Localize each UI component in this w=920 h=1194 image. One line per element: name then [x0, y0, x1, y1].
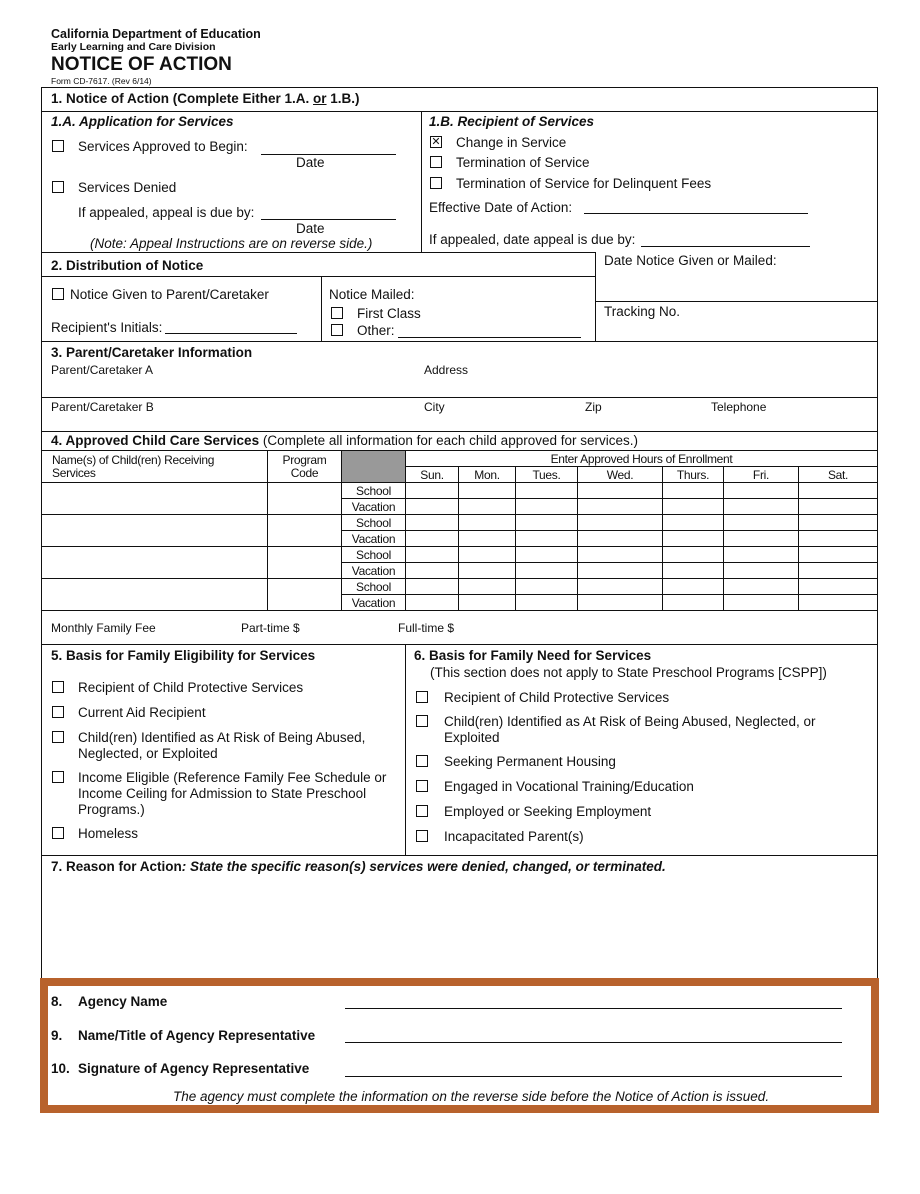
table-row: [42, 515, 878, 531]
s6-housing-checkbox[interactable]: [416, 755, 428, 767]
s5-homeless-checkbox[interactable]: [52, 827, 64, 839]
hours-cell[interactable]: [406, 547, 459, 563]
telephone-label: Telephone: [711, 400, 767, 414]
signature-label: Signature of Agency Representative: [78, 1061, 310, 1076]
hours-cell[interactable]: [663, 563, 724, 579]
s5-aid-checkbox[interactable]: [52, 706, 64, 718]
program-code-cell[interactable]: [268, 483, 342, 515]
tracking-label: Tracking No.: [604, 304, 681, 319]
s6-item: Child(ren) Identified as At Risk of Being Abused, Neglected, or: [444, 714, 816, 729]
row-type-label: Vacation: [342, 531, 406, 547]
hours-cell[interactable]: [459, 531, 516, 547]
hours-cell[interactable]: [406, 579, 459, 595]
appeal-note: (Note: Appeal Instructions are on reverse side.): [90, 236, 373, 251]
other-label: Other:: [357, 323, 395, 338]
hours-cell[interactable]: [724, 547, 799, 563]
col-header-code: Program Code: [268, 451, 342, 483]
s5-item: Recipient of Child Protective Services: [78, 680, 304, 695]
hours-cell[interactable]: [799, 531, 878, 547]
s5-item: Income Ceiling for Admission to State Preschool: [78, 786, 367, 801]
agency-name-label: Agency Name: [78, 994, 168, 1009]
day-header: Thurs.: [663, 467, 724, 483]
first-class-label: First Class: [357, 306, 421, 321]
hours-cell[interactable]: [516, 547, 578, 563]
day-header: Fri.: [724, 467, 799, 483]
section-6-subtitle: (This section does not apply to State Preschool Programs [CSPP]): [430, 665, 827, 680]
row-type-label: Vacation: [342, 595, 406, 611]
table-row: [42, 579, 878, 595]
agency-footer-note: The agency must complete the information on the reverse side before the Notice of Action is issued.: [173, 1089, 770, 1104]
appeal-label: If appealed, appeal is due by:: [78, 205, 255, 220]
hours-cell[interactable]: [578, 531, 663, 547]
approved-checkbox[interactable]: [52, 140, 64, 152]
item-number: 8.: [51, 994, 63, 1009]
s5-cps-checkbox[interactable]: [52, 681, 64, 693]
hours-cell[interactable]: [516, 563, 578, 579]
hours-cell[interactable]: [459, 515, 516, 531]
row-type-label: Vacation: [342, 499, 406, 515]
child-name-cell[interactable]: [42, 483, 268, 515]
hours-cell[interactable]: [663, 547, 724, 563]
termination-fees-label: Termination of Service for Delinquent Fees: [456, 176, 712, 191]
s5-item: Homeless: [78, 826, 139, 841]
child-name-cell[interactable]: [42, 579, 268, 611]
hours-cell[interactable]: [799, 563, 878, 579]
child-name-cell[interactable]: [42, 515, 268, 547]
other-field[interactable]: [398, 337, 581, 338]
parent-a-label: Parent/Caretaker A: [51, 363, 154, 377]
program-code-cell[interactable]: [268, 579, 342, 611]
item-number: 10.: [51, 1061, 70, 1076]
s5-income-checkbox[interactable]: [52, 771, 64, 783]
signature-field[interactable]: [345, 1076, 842, 1077]
change-checkbox[interactable]: ✕: [431, 136, 441, 148]
hours-cell[interactable]: [578, 483, 663, 499]
section-1a-title: 1.A. Application for Services: [51, 114, 234, 129]
s5-item: Income Eligible (Reference Family Fee Schedule or: [78, 770, 387, 785]
s6-cps-checkbox[interactable]: [416, 691, 428, 703]
hours-cell[interactable]: [663, 595, 724, 611]
approved-date-field[interactable]: [261, 154, 396, 155]
hours-cell[interactable]: [799, 515, 878, 531]
hours-cell[interactable]: [406, 483, 459, 499]
gray-cell: [342, 451, 406, 483]
table-row: [42, 547, 878, 563]
hours-cell[interactable]: [663, 499, 724, 515]
row-type-label: School: [342, 547, 406, 563]
approved-label: Services Approved to Begin:: [78, 139, 248, 154]
child-name-cell[interactable]: [42, 547, 268, 579]
hours-cell[interactable]: [516, 531, 578, 547]
hours-cell[interactable]: [724, 579, 799, 595]
representative-name-field[interactable]: [345, 1042, 842, 1043]
hours-cell[interactable]: [799, 499, 878, 515]
hours-cell[interactable]: [516, 515, 578, 531]
row-type-label: School: [342, 579, 406, 595]
notice-given-checkbox[interactable]: [52, 288, 64, 300]
hours-cell[interactable]: [459, 579, 516, 595]
day-header: Sat.: [799, 467, 878, 483]
monthly-fee-label: Monthly Family Fee: [51, 621, 156, 635]
appeal-date-field[interactable]: [261, 219, 396, 220]
row-type-label: School: [342, 515, 406, 531]
day-header: Sun.: [406, 467, 459, 483]
s6-item: Engaged in Vocational Training/Education: [444, 779, 694, 794]
hours-cell[interactable]: [578, 595, 663, 611]
program-code-cell[interactable]: [268, 547, 342, 579]
notice-given-label: Notice Given to Parent/Caretaker: [70, 287, 269, 302]
s5-item: Child(ren) Identified as At Risk of Being Abused,: [78, 730, 366, 745]
hours-cell[interactable]: [799, 483, 878, 499]
date-caption: Date: [296, 155, 325, 170]
table-row: [42, 483, 878, 499]
hours-cell[interactable]: [516, 579, 578, 595]
hours-cell[interactable]: [406, 531, 459, 547]
org-name: California Department of Education: [51, 27, 261, 41]
section-4-title: 4. Approved Child Care Services (Complete all information for each child approved for services.): [51, 433, 638, 448]
row-type-label: School: [342, 483, 406, 499]
reason-field[interactable]: [50, 880, 870, 972]
form-title: NOTICE OF ACTION: [51, 54, 232, 75]
s6-item: Employed or Seeking Employment: [444, 804, 652, 819]
hours-cell[interactable]: [459, 483, 516, 499]
hours-cell[interactable]: [663, 483, 724, 499]
hours-cell[interactable]: [663, 531, 724, 547]
parent-b-label: Parent/Caretaker B: [51, 400, 154, 414]
initials-label: Recipient's Initials:: [51, 320, 163, 335]
appeal-due-label: If appealed, date appeal is due by:: [429, 232, 636, 247]
hours-cell[interactable]: [406, 499, 459, 515]
effective-date-field[interactable]: [584, 213, 808, 214]
col-header-names: Name(s) of Child(ren) Receiving Services: [42, 451, 268, 483]
denied-checkbox[interactable]: [52, 181, 64, 193]
s6-at-risk-checkbox[interactable]: [416, 715, 428, 727]
hours-cell[interactable]: [663, 515, 724, 531]
representative-name-label: Name/Title of Agency Representative: [78, 1028, 316, 1043]
hours-cell[interactable]: [459, 547, 516, 563]
s5-at-risk-checkbox[interactable]: [52, 731, 64, 743]
address-label: Address: [424, 363, 469, 377]
hours-cell[interactable]: [578, 515, 663, 531]
program-code-cell[interactable]: [268, 515, 342, 547]
denied-label: Services Denied: [78, 180, 177, 195]
hours-cell[interactable]: [724, 483, 799, 499]
part-time-label: Part-time $: [241, 621, 300, 635]
section-3-title: 3. Parent/Caretaker Information: [51, 345, 253, 360]
section-1b-title: 1.B. Recipient of Services: [429, 114, 595, 129]
s5-item: Neglected, or Exploited: [78, 746, 218, 761]
section-7-title: 7. Reason for Action: State the specific reason(s) services were denied, changed, or terminated.: [51, 859, 666, 874]
hours-cell[interactable]: [406, 515, 459, 531]
s5-item: Programs.): [78, 802, 145, 817]
appeal-due-field[interactable]: [641, 246, 810, 247]
section-2-title: 2. Distribution of Notice: [51, 258, 204, 273]
day-header: Tues.: [516, 467, 578, 483]
termination-label: Termination of Service: [456, 155, 590, 170]
effective-date-label: Effective Date of Action:: [429, 200, 573, 215]
hours-cell[interactable]: [578, 547, 663, 563]
section-1-title: 1. Notice of Action (Complete Either 1.A. or 1.B.): [51, 91, 360, 106]
hours-cell[interactable]: [406, 563, 459, 579]
s6-incapacitated-checkbox[interactable]: [416, 830, 428, 842]
termination-fees-checkbox[interactable]: [430, 177, 442, 189]
hours-cell[interactable]: [406, 595, 459, 611]
hours-cell[interactable]: [799, 579, 878, 595]
hours-cell[interactable]: [724, 563, 799, 579]
hours-cell[interactable]: [459, 499, 516, 515]
hours-cell[interactable]: [578, 579, 663, 595]
hours-cell[interactable]: [663, 579, 724, 595]
form-id: Form CD-7617. (Rev 6/14): [51, 76, 152, 86]
first-class-checkbox[interactable]: [331, 307, 343, 319]
hours-cell[interactable]: [516, 595, 578, 611]
s6-employed-checkbox[interactable]: [416, 805, 428, 817]
hours-cell[interactable]: [459, 563, 516, 579]
division-name: Early Learning and Care Division: [51, 41, 216, 53]
hours-cell[interactable]: [516, 483, 578, 499]
s6-item: Recipient of Child Protective Services: [444, 690, 670, 705]
day-header: Wed.: [578, 467, 663, 483]
hours-cell[interactable]: [459, 595, 516, 611]
row-type-label: Vacation: [342, 563, 406, 579]
mailed-label: Notice Mailed:: [329, 287, 415, 302]
hours-cell[interactable]: [516, 499, 578, 515]
hours-cell[interactable]: [724, 515, 799, 531]
s6-item: Seeking Permanent Housing: [444, 754, 616, 769]
s5-item: Current Aid Recipient: [78, 705, 206, 720]
other-checkbox[interactable]: [331, 324, 343, 336]
s6-item: Incapacitated Parent(s): [444, 829, 584, 844]
item-number: 9.: [51, 1028, 63, 1043]
child-care-hours-table: [41, 450, 878, 611]
hours-cell[interactable]: [799, 547, 878, 563]
change-label: Change in Service: [456, 135, 567, 150]
date-given-label: Date Notice Given or Mailed:: [604, 253, 777, 268]
hours-cell[interactable]: [578, 563, 663, 579]
initials-field[interactable]: [165, 333, 297, 334]
hours-cell[interactable]: [799, 595, 878, 611]
termination-checkbox[interactable]: [430, 156, 442, 168]
section-6-title: 6. Basis for Family Need for Services: [414, 648, 652, 663]
hours-cell[interactable]: [724, 595, 799, 611]
s6-training-checkbox[interactable]: [416, 780, 428, 792]
col-header-hours: Enter Approved Hours of Enrollment: [406, 451, 878, 467]
hours-cell[interactable]: [578, 499, 663, 515]
hours-cell[interactable]: [724, 499, 799, 515]
section-5-title: 5. Basis for Family Eligibility for Services: [51, 648, 316, 663]
day-header: Mon.: [459, 467, 516, 483]
date-caption: Date: [296, 221, 325, 236]
agency-name-field[interactable]: [345, 1008, 842, 1009]
full-time-label: Full-time $: [398, 621, 455, 635]
zip-label: Zip: [585, 400, 602, 414]
s6-item: Exploited: [444, 730, 500, 745]
city-label: City: [424, 400, 445, 414]
hours-cell[interactable]: [724, 531, 799, 547]
